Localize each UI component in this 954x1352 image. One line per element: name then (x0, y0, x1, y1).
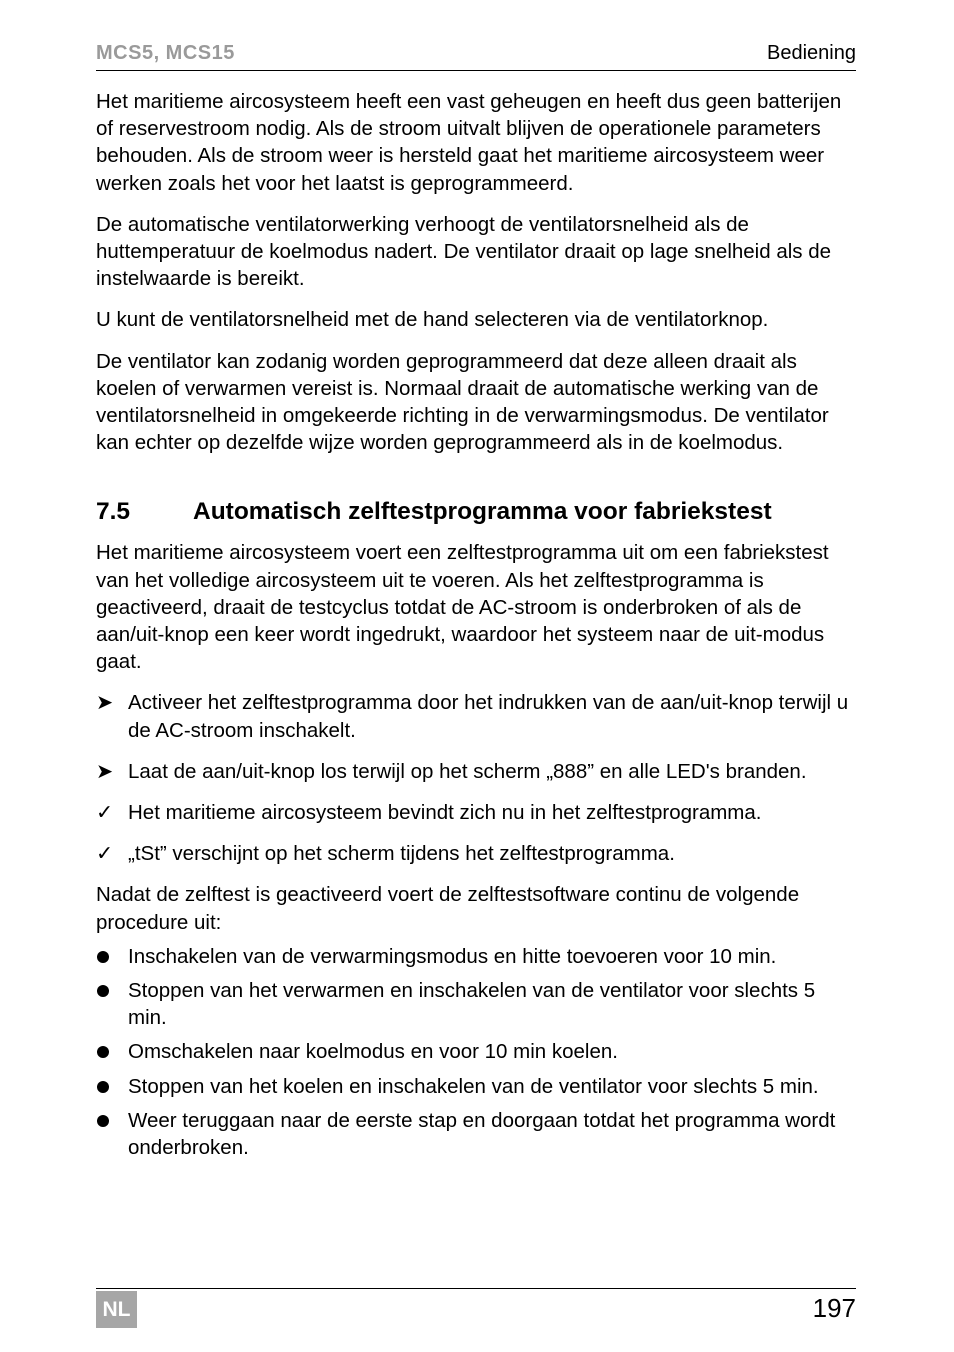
list-item-text: Stoppen van het koelen en inschakelen van de ventilator voor slechts 5 min. (128, 1074, 819, 1098)
bullet-icon (97, 985, 109, 997)
bullet-icon (97, 1081, 109, 1093)
list-item (96, 1107, 858, 1161)
bullet-icon (97, 951, 109, 963)
section-title: Automatisch zelftestprogramma voor fabriekstest (193, 498, 772, 526)
list-item-text: Inschakelen van de verwarmingsmodus en hitte toevoeren voor 10 min. (128, 944, 777, 968)
list-item (96, 1038, 858, 1065)
model-label: MCS5, MCS15 (96, 42, 235, 64)
list-item (96, 977, 858, 1031)
result-text: Het maritieme aircosysteem bevindt zich nu in het zelftestprogramma. (128, 801, 762, 825)
list-item (96, 943, 858, 970)
bullet-icon (97, 1115, 109, 1127)
paragraph-manual-fan: U kunt de ventilatorsnelheid met de hand selecteren via de ventilatorknop. (96, 308, 769, 332)
bullet-icon (97, 1046, 109, 1058)
section-heading (96, 497, 858, 527)
language-badge: NL (96, 1291, 137, 1328)
step-text: Activeer het zelftestprogramma door het indrukken van de aan/uit-knop terwijl u de AC-stroom inschakelt. (128, 691, 849, 742)
step-item (96, 758, 858, 785)
procedure-intro: Nadat de zelftest is geactiveerd voert de zelftestsoftware continu de volgende procedure uit: (96, 883, 800, 934)
section-intro: Het maritieme aircosysteem voert een zelftestprogramma uit om een fabriekstest van het volledige aircosysteem uit te voeren. Als het zelftestprogramma is geactiveerd, draait de testcyclus totdat de AC-stroom is onderbroken of als de aan/uit-knop een keer wordt ingedrukt, waardoor het systeem naar de uit-modus gaat. (96, 541, 829, 674)
checkmark-icon: ✓ (96, 801, 114, 825)
list-item (96, 1073, 858, 1100)
page-content (96, 88, 858, 1161)
paragraph-fan-programming: De ventilator kan zodanig worden geprogrammeerd dat deze alleen draait als koelen of verwarmen vereist is. Normaal draait de automatische werking van de ventilatorsnelheid in omgekeerde richting in de verwarmingsmodus. De ventilator kan echter op dezelfde wijze worden geprogrammeerd als in de koelmodus. (96, 349, 829, 455)
page-footer (96, 1288, 856, 1323)
checkmark-icon: ✓ (96, 842, 114, 866)
result-item (96, 840, 858, 867)
page-header (96, 40, 856, 71)
result-item (96, 799, 858, 826)
arrow-icon: ➤ (96, 691, 114, 715)
arrow-icon: ➤ (96, 759, 114, 783)
step-item (96, 689, 858, 743)
list-item-text: Stoppen van het verwarmen en inschakelen van de ventilator voor slechts 5 min. (128, 979, 816, 1030)
step-text: Laat de aan/uit-knop los terwijl op het scherm „888” en alle LED's branden. (128, 759, 807, 783)
list-item-text: Omschakelen naar koelmodus en voor 10 min koelen. (128, 1040, 618, 1064)
result-text: „tSt” verschijnt op het scherm tijdens het zelftestprogramma. (128, 842, 675, 866)
chapter-label: Bediening (767, 42, 856, 64)
paragraph-auto-fan: De automatische ventilatorwerking verhoogt de ventilatorsnelheid als de huttemperatuur de koelmodus nadert. De ventilator draait op lage snelheid als de instelwaarde is bereikt. (96, 212, 832, 291)
paragraph-memory: Het maritieme aircosysteem heeft een vast geheugen en heeft dus geen batterijen of reservestroom nodig. Als de stroom uitvalt blijven de operationele parameters behouden. Als de stroom weer is hersteld gaat het maritieme aircosysteem weer werken zoals het voor het laatst is geprogrammeerd. (96, 90, 842, 195)
list-item-text: Weer teruggaan naar de eerste stap en doorgaan totdat het programma wordt onderbroken. (128, 1108, 836, 1160)
page-number: 197 (812, 1293, 856, 1323)
section-number: 7.5 (96, 498, 131, 526)
